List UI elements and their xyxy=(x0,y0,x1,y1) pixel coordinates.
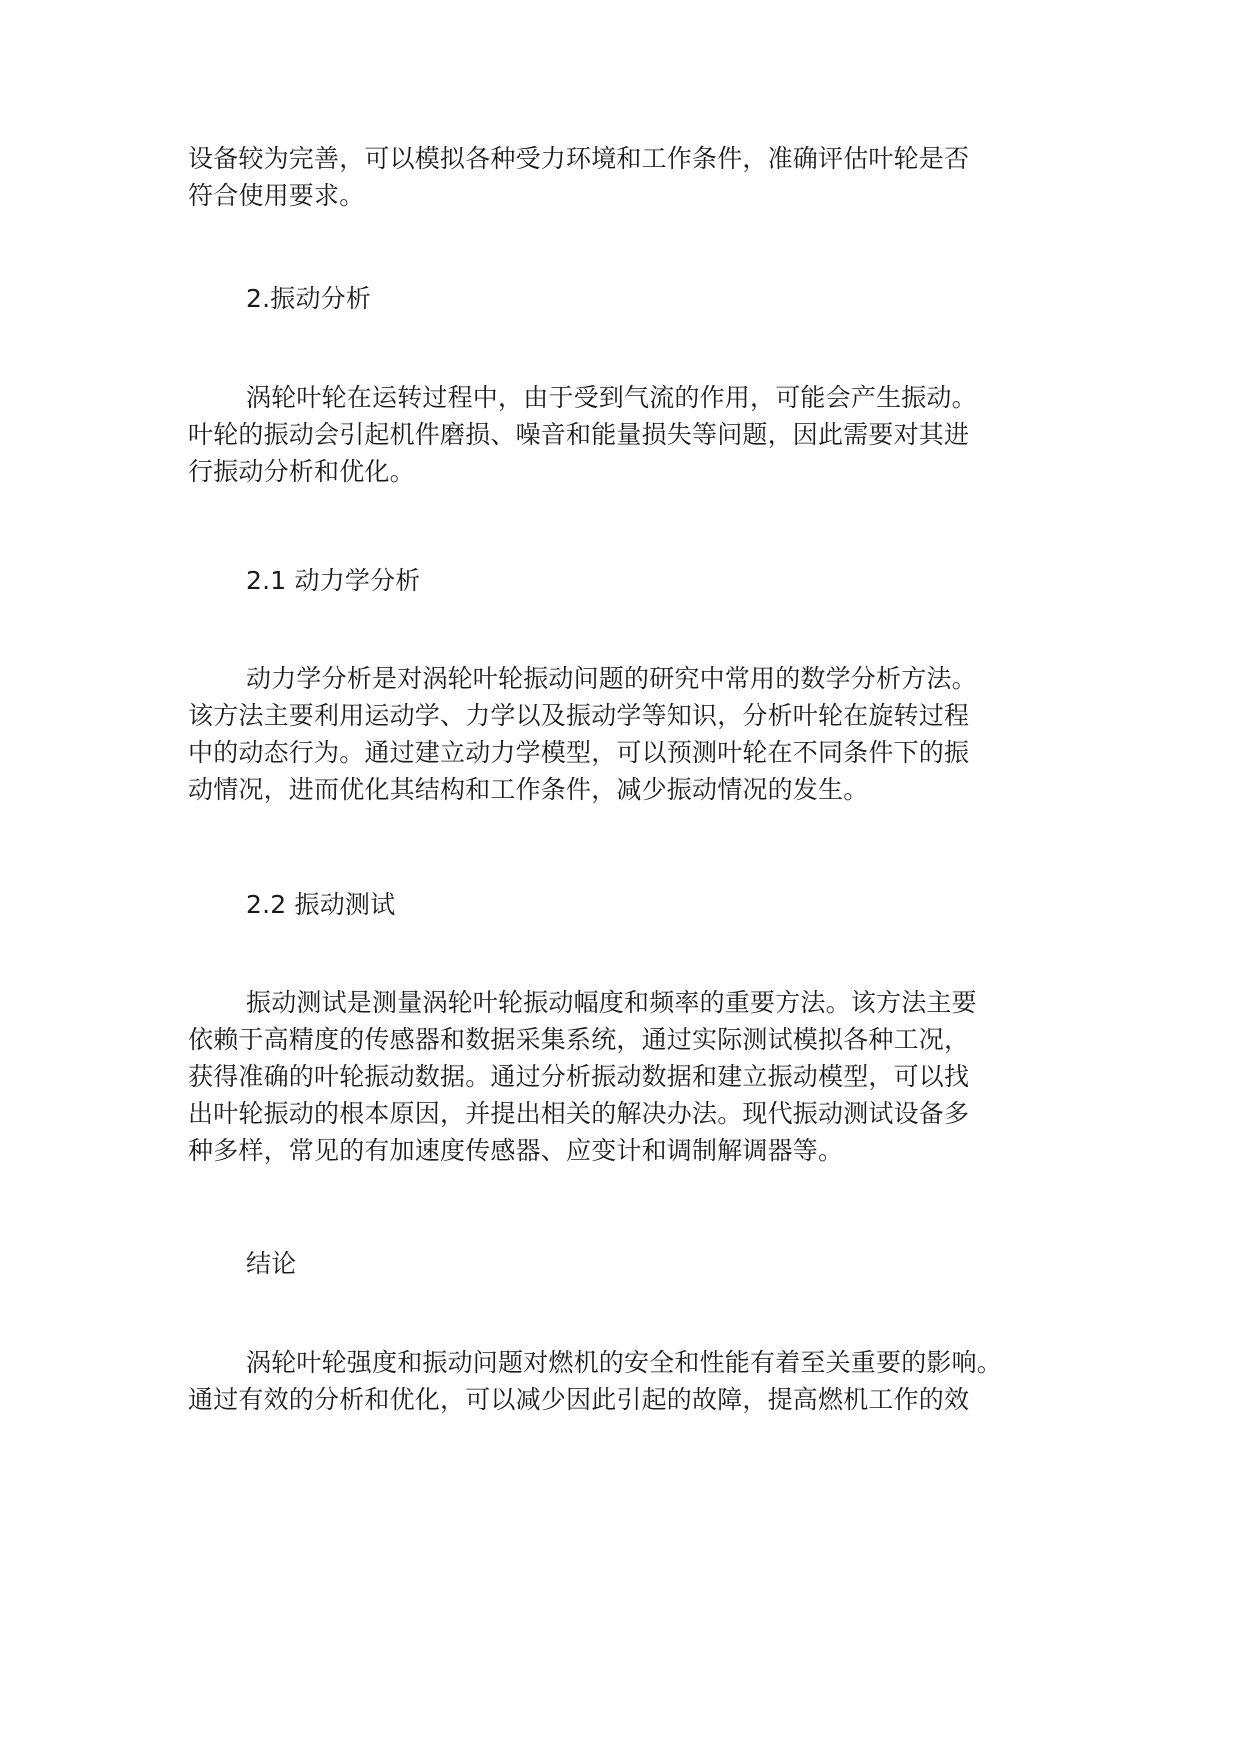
text-line: 行振动分析和优化。 xyxy=(188,457,415,486)
section-heading-dynamics-analysis xyxy=(188,562,1058,599)
section-heading-conclusion xyxy=(188,1245,1058,1282)
text-line: 动情况，进而优化其结构和工作条件，减少振动情况的发生。 xyxy=(188,775,869,804)
heading-text: 结论 xyxy=(246,1249,297,1278)
paragraph-vibration-test xyxy=(188,984,1058,1169)
section-heading-vibration-analysis xyxy=(188,280,1058,317)
heading-text: 2.振动分析 xyxy=(246,284,372,313)
paragraph-vibration-analysis xyxy=(188,379,1058,490)
text-line: 设备较为完善，可以模拟各种受力环境和工作条件，准确评估叶轮是否 xyxy=(188,144,970,173)
heading-text: 2.1 动力学分析 xyxy=(246,566,421,595)
text-line: 出叶轮振动的根本原因，并提出相关的解决办法。现代振动测试设备多 xyxy=(188,1099,970,1128)
text-line: 振动测试是测量涡轮叶轮振动幅度和频率的重要方法。该方法主要 xyxy=(246,988,977,1017)
text-line: 符合使用要求。 xyxy=(188,181,365,210)
text-line: 叶轮的振动会引起机件磨损、噪音和能量损失等问题，因此需要对其进 xyxy=(188,420,970,449)
text-line: 涡轮叶轮在运转过程中，由于受到气流的作用，可能会产生振动。 xyxy=(246,383,977,412)
text-line: 动力学分析是对涡轮叶轮振动问题的研究中常用的数学分析方法。 xyxy=(246,664,977,693)
text-line: 涡轮叶轮强度和振动问题对燃机的安全和性能有着至关重要的影响。 xyxy=(246,1348,1003,1377)
paragraph-intro-continued xyxy=(188,140,1058,214)
text-line: 种多样，常见的有加速度传感器、应变计和调制解调器等。 xyxy=(188,1136,844,1165)
paragraph-conclusion xyxy=(188,1344,1058,1418)
text-line: 通过有效的分析和优化，可以减少因此引起的故障，提高燃机工作的效 xyxy=(188,1385,970,1414)
text-line: 依赖于高精度的传感器和数据采集系统，通过实际测试模拟各种工况， xyxy=(188,1025,970,1054)
section-heading-vibration-test xyxy=(188,886,1058,923)
heading-text: 2.2 振动测试 xyxy=(246,890,396,919)
text-line: 获得准确的叶轮振动数据。通过分析振动数据和建立振动模型，可以找 xyxy=(188,1062,970,1091)
text-line: 该方法主要利用运动学、力学以及振动学等知识，分析叶轮在旋转过程 xyxy=(188,701,970,730)
text-line: 中的动态行为。通过建立动力学模型，可以预测叶轮在不同条件下的振 xyxy=(188,738,970,767)
paragraph-dynamics-analysis xyxy=(188,660,1058,808)
